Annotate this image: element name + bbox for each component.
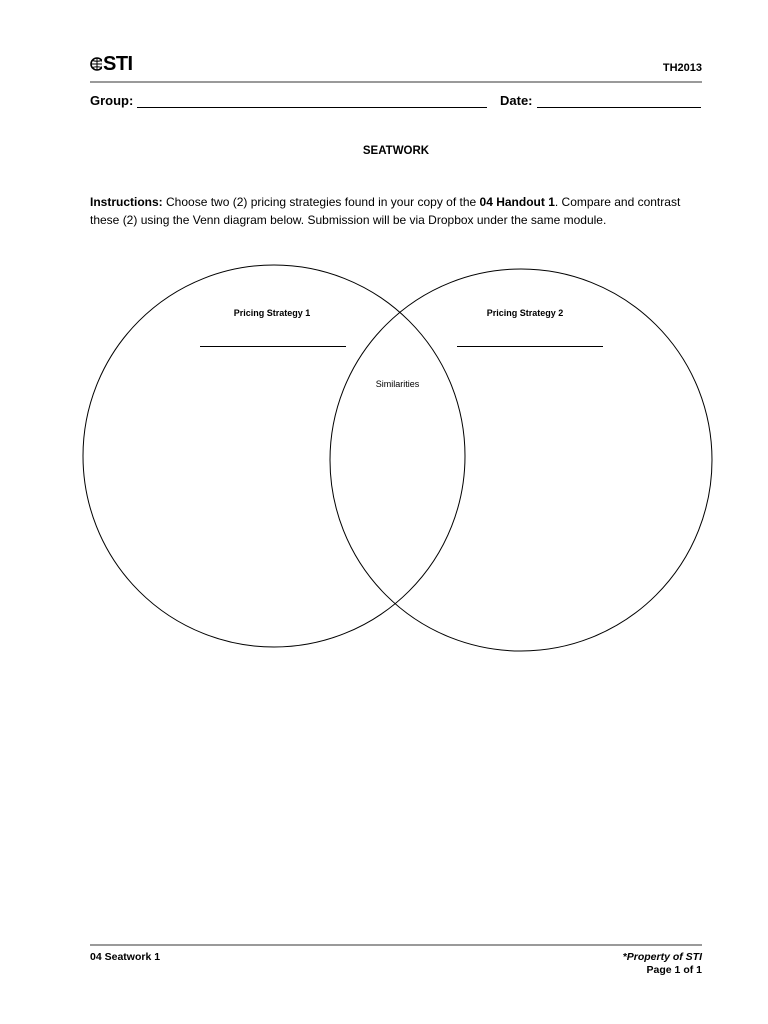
footer-document-name: 04 Seatwork 1 [90, 951, 161, 963]
footer-divider [90, 944, 702, 946]
venn-right-label: Pricing Strategy 2 [486, 308, 564, 318]
instructions-lead: Instructions: [90, 195, 163, 209]
group-label: Group: [90, 93, 134, 108]
venn-center-label: Similarities [375, 379, 420, 389]
footer-right-block [623, 951, 702, 977]
venn-right-blank-line [457, 346, 603, 347]
venn-left-blank-line [200, 346, 346, 347]
venn-left-circle [83, 265, 465, 647]
footer-property-note: *Property of STI [622, 951, 702, 963]
footer-page-number: Page 1 of 1 [646, 964, 702, 976]
handout-reference: 04 Handout 1 [479, 195, 555, 209]
instructions-text-1: Choose two (2) pricing strategies found in your copy of the [162, 195, 480, 209]
logo-text: STI [103, 53, 133, 75]
venn-left-label: Pricing Strategy 1 [233, 308, 311, 318]
page-title: SEATWORK [362, 145, 430, 157]
venn-right-circle [330, 269, 712, 651]
document-code: TH2013 [662, 62, 702, 74]
date-label: Date: [500, 93, 533, 108]
instructions-text-2: . Compare and contrast these (2) using the Venn diagram below. Submission will be via Dropbox under the same module. [90, 195, 681, 227]
